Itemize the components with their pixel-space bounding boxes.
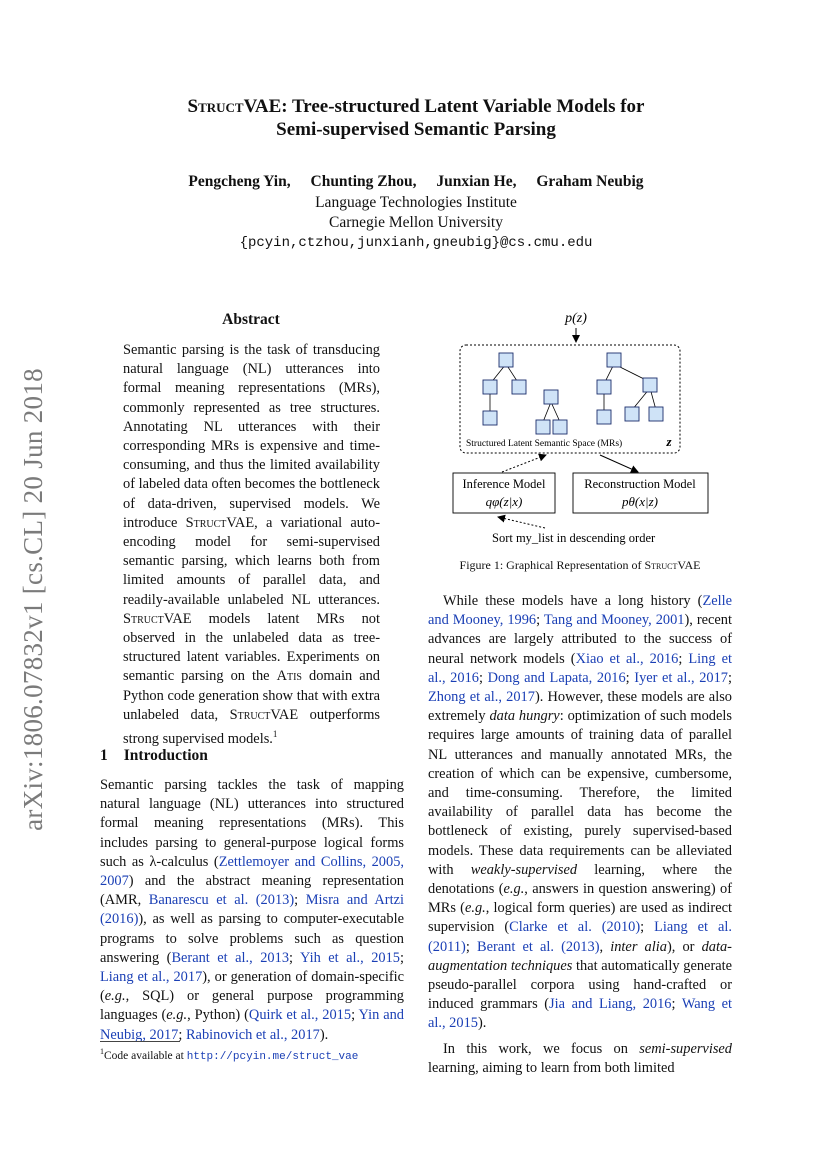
tree-node [483, 380, 497, 394]
citation-link[interactable]: Xiao et al., 2016 [575, 650, 679, 667]
text: ; [478, 669, 488, 686]
prior-label: p(z) [565, 311, 587, 326]
tree-node [597, 410, 611, 424]
author-3: Junxian He, [436, 173, 517, 190]
text: that automatically generate pseudo-parallel corpora using hand-crafted or induced grammars ( [428, 957, 733, 1013]
title-sc: StructVAE [187, 96, 282, 117]
inference-model-title: Inference Model [462, 477, 546, 491]
citation-link[interactable]: Dong and Lapata, 2016 [487, 669, 626, 686]
observed-input-arrow [498, 517, 545, 528]
abstract-text: domain and Python code generation show that with extra unlabeled data, [123, 668, 380, 723]
inference-formula: qφ(z|x) [485, 494, 523, 509]
emphasis: inter alia [610, 938, 667, 955]
emphasis: e.g. [104, 988, 126, 1005]
title-line1: : Tree-structured Latent Variable Models for [281, 96, 645, 117]
footnote-url-link[interactable]: http://pcyin.me/struct_vae [186, 1050, 359, 1063]
text: ). [477, 1015, 487, 1032]
citation-link[interactable]: Tang and Mooney, 2001 [543, 612, 685, 629]
latent-z-label: z [666, 434, 672, 449]
author-list [100, 173, 732, 191]
citation-link[interactable]: Clarke et al. (2010) [509, 919, 641, 936]
arxiv-stamp [19, 348, 47, 850]
text: learning, aiming to learn from both limited [428, 1059, 675, 1076]
tree-node [607, 353, 621, 367]
text: ). [319, 1026, 329, 1043]
citation-link[interactable]: Iyer et al., 2017 [634, 669, 728, 686]
intro-paragraph [428, 592, 732, 1034]
affiliation-institute: Language Technologies Institute [315, 194, 517, 211]
abstract-text: , a variational auto-encoding model for semi-supervised semantic parsing, which learns both from limited amounts of parallel data, and readily-available unlabeled NL utterances. [123, 514, 380, 608]
figure-diagram [440, 300, 740, 550]
abstract-heading: Abstract [222, 311, 280, 328]
intro-right-column [428, 592, 732, 1078]
citation-link[interactable]: Zettlemoyer and Collins, 2005, 2007 [100, 853, 404, 890]
intro-paragraph [100, 776, 404, 1045]
citation-link[interactable]: Rabinovich et al., 2017 [185, 1026, 320, 1043]
reconstruction-formula: pθ(x|z) [622, 494, 658, 509]
citation-link[interactable]: Liang et al. (2011) [428, 919, 732, 955]
text: ; [671, 996, 682, 1013]
text: ), or [666, 938, 702, 955]
footnote-rule [100, 1041, 180, 1042]
tree-nodes [483, 353, 663, 434]
text: While these models have a long history ( [443, 593, 703, 609]
tree-node [536, 420, 550, 434]
citation-link[interactable]: Wang et al., 2015 [428, 996, 732, 1032]
tree-node [625, 407, 639, 421]
intro-left-column [100, 776, 404, 1045]
text: ; [640, 919, 655, 936]
author-4: Graham Neubig [536, 173, 644, 190]
emphasis: e.g. [464, 900, 486, 917]
citation-link[interactable]: Ling et al., 2016 [428, 650, 732, 686]
emphasis: e.g. [166, 1007, 188, 1024]
citation-link[interactable]: Berant et al. (2013) [476, 938, 600, 955]
footnote-number: 1 [100, 1047, 104, 1056]
title-line2: Semi-supervised Semantic Parsing [276, 119, 556, 140]
citation-link[interactable]: Yih et al., 2015 [299, 949, 400, 966]
abstract-text: outperforms strong supervised models. [123, 706, 381, 747]
tree-node [553, 420, 567, 434]
tree-node [483, 411, 497, 425]
text: ; [294, 892, 306, 909]
tree-node [649, 407, 663, 421]
abstract-body [123, 341, 380, 749]
tree-node [597, 380, 611, 394]
text: ; [465, 938, 477, 955]
caption-text: Figure 1: Graphical Representation of [459, 558, 645, 572]
emphasis: data hungry [489, 708, 560, 725]
abstract-text: Semantic parsing is the task of transducing natural language (NL) utterances into formal meaning representations (MRs), commonly represented as tree structures. Annotating NL utterances with their corresponding MRs is expensive and time-consuming, and thus the limited availability of labeled data often becomes the bottleneck of data-driven, supervised models. We introduce [123, 342, 380, 531]
citation-link[interactable]: Yin and Neubig, 2017 [100, 1007, 404, 1043]
author-2: Chunting Zhou, [310, 173, 417, 190]
citation-link[interactable]: Zhong et al., 2017 [428, 689, 535, 706]
emphasis: weakly-supervised [470, 861, 578, 878]
abstract-model-name: StructVAE [229, 706, 299, 723]
text: , logical form queries) are used as indirect supervision ( [428, 900, 732, 936]
text: ; [178, 1026, 186, 1043]
abstract-text: models latent MRs not observed in the unlabeled data as tree-structured latent variables. Experiments on semantic parsing on the [123, 610, 380, 685]
reconstruction-arrow [600, 455, 638, 472]
text: ; [728, 669, 732, 686]
text: ; [289, 949, 300, 966]
footnote [100, 1047, 404, 1063]
citation-link[interactable]: Banarescu et al. (2013) [148, 892, 295, 909]
text: ; [625, 669, 635, 686]
figure-caption [428, 558, 732, 573]
reconstruction-model-title: Reconstruction Model [584, 477, 696, 491]
text: ). However, these models are also extremely [428, 689, 732, 725]
text: In this work, we focus on [443, 1040, 640, 1057]
text: ), recent advances are largely attributed to the success of neural network models ( [428, 612, 733, 667]
text: ), as well as parsing to computer-executable programs to solve problems such as question answering ( [100, 911, 404, 966]
emphasis: semi-supervised [639, 1040, 732, 1057]
paper-title [100, 95, 732, 141]
text: : optimization of such models requires large amounts of training data of parallel NL utterances and manually annotated MRs, the creation of which can be expensive, cumbersome, and time-consuming. Therefore, the limited availability of parallel data has become the bottleneck of existing, purely supervised-based models. These data requirements can be alleviated with [428, 708, 732, 878]
text: , [599, 938, 611, 955]
citation-link[interactable]: Misra and Artzi (2016) [100, 892, 404, 928]
intro-paragraph [428, 1040, 732, 1078]
abstract-model-name: StructVAE [185, 514, 255, 531]
section-number: 1 [100, 747, 108, 764]
inference-arrow [502, 455, 546, 472]
footnote-text: Code available at [104, 1049, 187, 1062]
text: ), or generation of domain-specific ( [100, 969, 404, 1005]
abstract-model-name: StructVAE [123, 610, 192, 627]
affiliation-university: Carnegie Mellon University [329, 214, 503, 231]
section-title: Introduction [123, 747, 208, 764]
abstract-dataset-name: Atis [276, 668, 302, 685]
latent-space-label: Structured Latent Semantic Space (MRs) [466, 439, 623, 449]
citation-link[interactable]: Berant et al., 2013 [171, 949, 290, 966]
text: ; [400, 949, 404, 966]
example-utterance: Sort my_list in descending order [492, 531, 656, 545]
tree-node [512, 380, 526, 394]
text: ; [536, 612, 544, 629]
citation-link[interactable]: Liang et al., 2017 [100, 969, 203, 986]
tree-node [643, 378, 657, 392]
citation-link[interactable]: Quirk et al., 2015 [248, 1007, 352, 1024]
citation-link[interactable]: Jia and Liang, 2016 [549, 996, 672, 1013]
footnote-marker[interactable]: 1 [272, 729, 278, 740]
text: Semantic parsing tackles the task of mapping natural language (NL) utterances into structured formal meaning representations (MRs). This includes parsing to general-purpose logical forms such as λ-calculus ( [100, 777, 404, 870]
text: learning, where the denotations ( [428, 861, 732, 898]
tree-node [499, 353, 513, 367]
text: ; [351, 1007, 359, 1024]
tree-node [544, 390, 558, 404]
author-1: Pengcheng Yin, [188, 173, 291, 190]
text: , Python) ( [187, 1007, 249, 1024]
emphasis: e.g. [503, 881, 525, 898]
text: ; [678, 650, 689, 667]
text: , SQL) or general purpose programming languages ( [100, 988, 404, 1024]
arxiv-id: arXiv:1806.07832v1 [cs.CL] 20 Jun 2018 [17, 367, 48, 831]
section-heading [100, 747, 208, 765]
text: , answers in question answering) of MRs ( [428, 881, 732, 917]
citation-link[interactable]: Zelle and Mooney, 1996 [428, 593, 732, 629]
latent-space-box [460, 345, 680, 453]
text: ) and the abstract meaning representation (AMR, [100, 873, 404, 909]
caption-model-name: StructVAE [644, 558, 701, 572]
author-emails: {pcyin,ctzhou,junxianh,gneubig}@cs.cmu.edu [239, 235, 593, 251]
emphasis: data-augmentation techniques [428, 938, 732, 974]
